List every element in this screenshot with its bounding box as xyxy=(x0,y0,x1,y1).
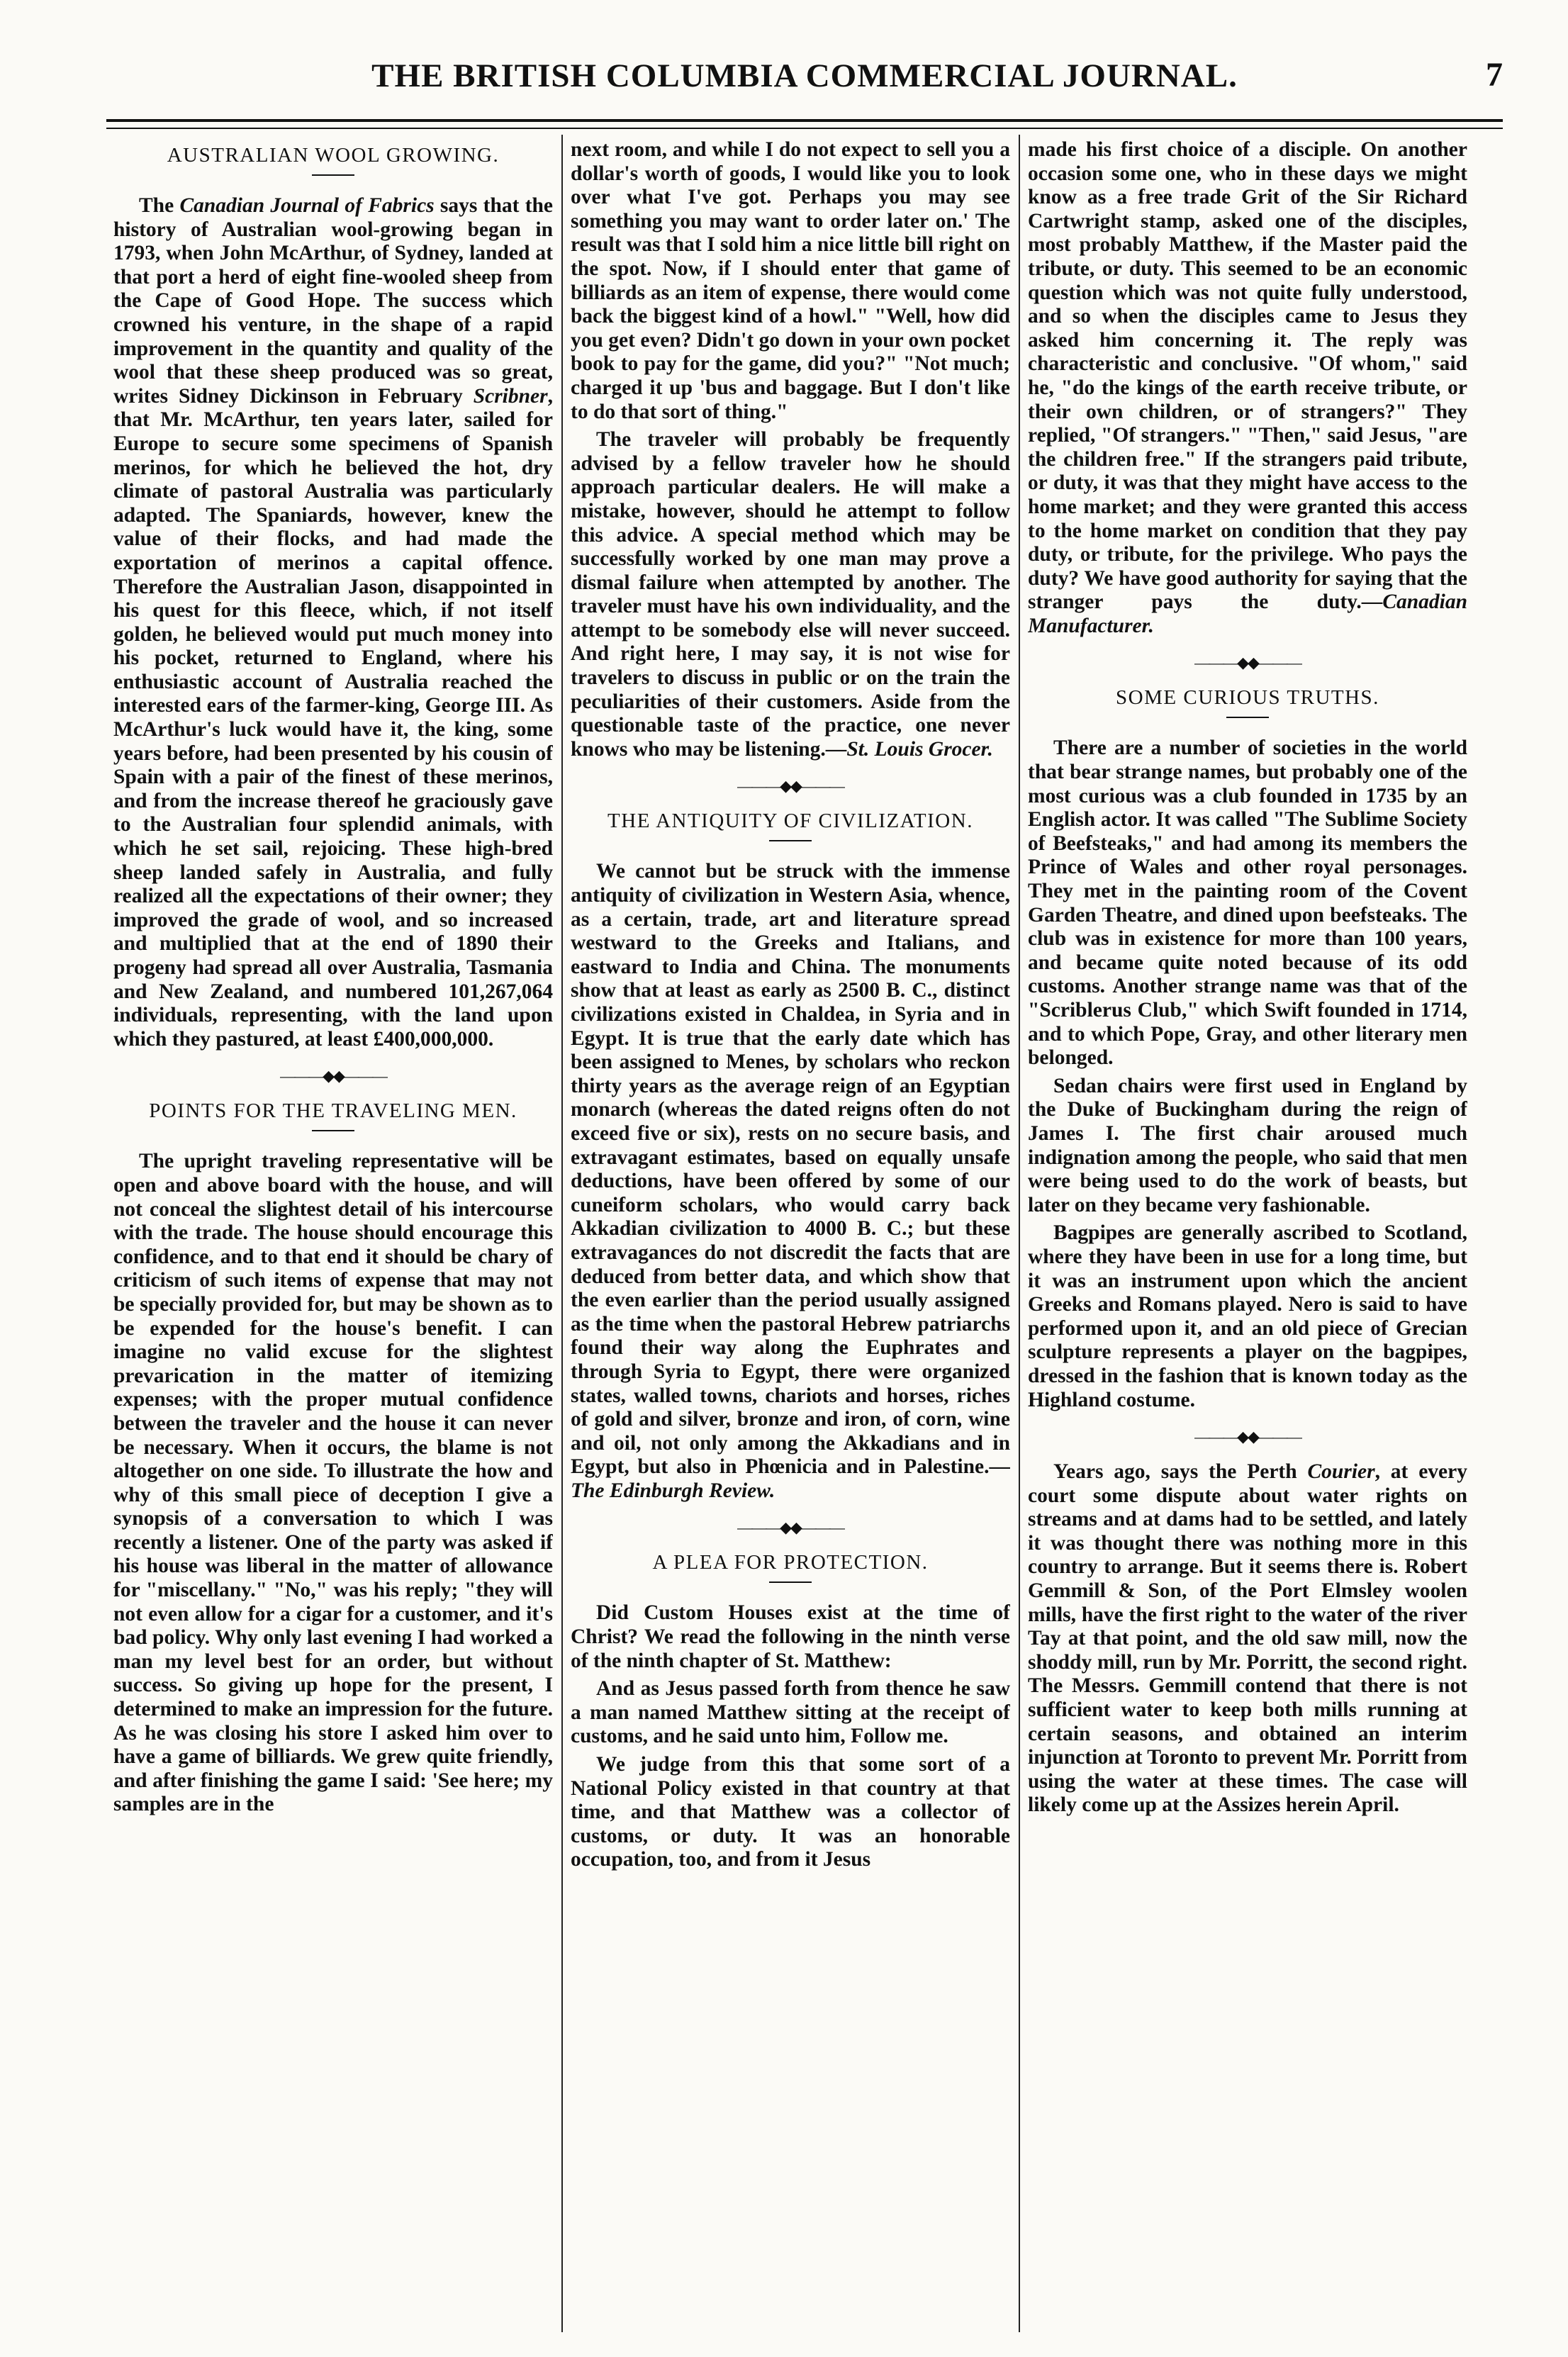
section-separator: ———◆◆——— xyxy=(1194,654,1301,672)
article-heading: AUSTRALIAN WOOL GROWING. xyxy=(167,144,500,167)
article-paragraph xyxy=(571,428,1010,761)
heading-dash xyxy=(312,174,354,176)
text-run: The traveler will probably be frequently advised by a fellow traveler how he should approach particular dealers. He will make a mistake, however, should he attempt to follow this advice. A special method which may be successfully worked by one man may prove a dismal failure when attempted by another. The traveler must have his own individuality, and the attempt to be somebody else will never succeed. And right here, I may say, it is not wise for travelers to discuss in public or on the train the peculiarities of their customers. Aside from the questionable taste of the practice, one never knows who may be listening.— xyxy=(571,428,1010,761)
source-citation: The Edinburgh Review. xyxy=(571,1479,775,1502)
text-run: , at every court some dispute about water rights on streams and at dams had to be settled, and lately it was thought there was nothing more in this country to arrange. But it seems there is. Robert Gemmill & Son, of the Port Elmsley woolen mills, have the first right to the water of the river Tay at that point, and the old saw mill, now the shoddy mill, run by Mr. Porritt, the second right. The Messrs. Gemmill contend that there is not sufficient water to keep both mills running at certain seasons, and obtained an interim injunction at Toronto to prevent Mr. Porritt from using the water at these times. The case will likely come up at the Assizes herein April. xyxy=(1028,1460,1467,1817)
article-paragraph xyxy=(1028,1460,1467,1818)
article-paragraph: Sedan chairs were first used in England by the Duke of Buckingham during the reign of James I. The first chair aroused much indignation among the people, who said that men were being used to do the work of beasts, but later on they became very fashionable. xyxy=(1028,1074,1467,1216)
column-divider xyxy=(561,135,563,2332)
header-rule-thick xyxy=(106,119,1503,122)
text-run: says that the history of Australian wool-growing began in 1793, when John McArthur, of Sydney, landed at that port a herd of eight fine-wooled sheep from the Cape of Good Hope. The success which crowned his venture, in the shape of a rapid improvement in the quantity and quality of the wool that these sheep produced was so great, writes Sidney Dickinson in February xyxy=(113,194,553,408)
section-separator: ———◆◆——— xyxy=(737,1518,844,1537)
source-citation: Canadian Manufacturer. xyxy=(1028,590,1467,637)
publication-name: Canadian Journal of Fabrics xyxy=(179,194,435,217)
article-paragraph: Did Custom Houses exist at the time of Christ? We read the following in the ninth verse of the ninth chapter of St. Matthew: xyxy=(571,1601,1010,1672)
article-heading: THE ANTIQUITY OF CIVILIZATION. xyxy=(607,810,973,833)
column-2 xyxy=(571,138,1010,2322)
article-paragraph: Bagpipes are generally ascribed to Scotland, where they have been in use for a long time, but it was an instrument upon which the ancient Greeks and Romans played. Nero is said to have performed upon it, and an old piece of Grecian sculpture represents a player on the bagpipes, dressed in the fashion that is known today as the Highland costume. xyxy=(1028,1221,1467,1411)
text-run: The xyxy=(139,194,174,217)
column-divider xyxy=(1019,135,1020,2332)
source-citation: St. Louis Grocer. xyxy=(846,737,993,761)
article-paragraph: And as Jesus passed forth from thence he saw a man named Matthew sitting at the receipt of customs, and he said unto him, Follow me. xyxy=(571,1677,1010,1748)
article-paragraph xyxy=(571,860,1010,1503)
text-run: We cannot but be struck with the immense antiquity of civilization in Western Asia, whence, as a certain, trade, art and literature spread westward to the Greeks and Italians, and eastward to India and China. The monuments show that at least as early as 2500 B. C., distinct civilizations existed in Chaldea, in Syria and in Egypt. It is true that the early date which has been assigned to Menes, by scholars who reckon thirty years as the average reign of an Egyptian monarch (whereas the dated reigns often do not exceed five or six), rests on no secure basis, and extravagant estimates, based on equally unsafe deductions, have been offered by some of our cuneiform scholars, who would carry back Akkadian civilization to 4000 B. C.; but these extravagances do not discredit the facts that are deduced from better data, and which show that the even earlier than the period usually assigned as the time when the pastoral Hebrew patriarchs found their way along the Euphrates and through Syria to Egypt, there were organized states, walled towns, chariots and horses, riches of gold and silver, bronze and iron, of corn, wine and oil, not only among the Akkadians and in Egypt, but also in Phœnicia and in Palestine.— xyxy=(571,860,1010,1479)
heading-dash xyxy=(769,840,812,841)
publication-name: Scribner xyxy=(473,384,548,408)
section-separator: ———◆◆——— xyxy=(1194,1428,1301,1446)
article-paragraph: next room, and while I do not expect to sell you a dollar's worth of goods, I would like you to look over what I've got. Perhaps you may see something you may want to order later on.' The result was that I sold him a nice little bill right on the spot. Now, if I should enter that game of billiards as an item of expense, there would come back the biggest kind of a howl." "Well, how did you get even? Didn't go down in your own pocket book to pay for the game, did you?" "Not much; charged it up 'bus and baggage. But I don't like to do that sort of thing." xyxy=(571,138,1010,423)
article-paragraph xyxy=(1028,138,1467,638)
heading-dash xyxy=(312,1130,354,1131)
publication-name: Courier xyxy=(1307,1460,1375,1484)
text-run: made his first choice of a disciple. On another occasion some one, who in these days we might know as a free trade Grit of the Sir Richard Cartwright stamp, asked one of the disciples, most probably Matthew, if the Master paid the tribute, or duty. This seemed to be an economic question which was not quite fully understood, and so when the disciples came to Jesus they asked him concerning it. The reply was characteristic and conclusive. "Of whom," said he, "do the kings of the earth receive tribute, or their own children, or of strangers?" They replied, "Of strangers." "Then," said Jesus, "are the children free." If the strangers paid tribute, or duty, it was that they might have access to the home market; and they were granted this access to the home market on condition that they pay duty, or tribute, for the privilege. Who pays the duty? We have good authority for saying that the stranger pays the duty.— xyxy=(1028,138,1467,614)
section-separator: ———◆◆——— xyxy=(737,777,844,795)
article-heading: SOME CURIOUS TRUTHS. xyxy=(1116,686,1379,710)
article-heading: POINTS FOR THE TRAVELING MEN. xyxy=(149,1099,517,1123)
heading-dash xyxy=(769,1581,812,1583)
newspaper-title: THE BRITISH COLUMBIA COMMERCIAL JOURNAL. xyxy=(371,57,1238,94)
column-3 xyxy=(1028,138,1467,2322)
article-paragraph xyxy=(113,194,553,1051)
text-run: , that Mr. McArthur, ten years later, sailed for Europe to secure some specimens of Spanish merinos, for which he believed the hot, dry climate of pastoral Australia was particularly adapted. The Spaniards, however, knew the value of their flocks, and had made the exportation of merinos a capital offence. Therefore the Australian Jason, disappointed in his quest for this fleece, which, if not itself golden, he believed would put much money into his pocket, returned to England, where his enthusiastic account of Australia reached the interested ears of the farmer-king, George III. As McArthur's luck would have it, the king, some years before, had been presented by his cousin of Spain with a pair of the finest of these merinos, and from the increase thereof he graciously gave to the Australian four splendid animals, with which he set sail, rejoicing. These high-bred sheep landed safely in Australia, and fully realized all the expectations of their owner; they improved the grade of wool, and so increased and multiplied that at the end of 1890 their progeny had spread all over Australia, Tasmania and New Zealand, and numbered 101,267,064 individuals, representing, with the land upon which they pastured, at least £400,000,000. xyxy=(113,384,553,1051)
text-run: Years ago, says the Perth xyxy=(1053,1460,1297,1484)
article-heading: A PLEA FOR PROTECTION. xyxy=(652,1551,929,1574)
header-rule-thin xyxy=(106,128,1503,129)
section-separator: ———◆◆——— xyxy=(280,1067,386,1085)
article-paragraph: There are a number of societies in the world that bear strange names, but probably one of the most curious was a club founded in 1735 by an English actor. It was called "The Sublime Society of Beefsteaks," and had among its members the Prince of Wales and other royal personages. They met in the painting room of the Covent Garden Theatre, and dined upon beefsteaks. The club was in existence for more than 100 years, and became quite noted because of its odd customs. Another strange name was that of the "Scriblerus Club," which Swift founded in 1714, and to which Pope, Gray, and other literary men belonged. xyxy=(1028,737,1467,1070)
heading-dash xyxy=(1226,717,1269,718)
column-1 xyxy=(113,138,553,2322)
article-paragraph: The upright traveling representative will be open and above board with the house, and will not conceal the slightest detail of his intercourse with the trade. The house should encourage this confidence, and to that end it should be chary of criticism of such items of expense that may not be specially provided for, but may be shown as to be expended for the house's benefit. I can imagine no valid excuse for the slightest prevarication in the matter of itemizing expenses; with the proper mutual confidence between the traveler and the house it can never be necessary. When it occurs, the blame is not altogether on one side. To illustrate the how and why of this small piece of deception I give a synopsis of a conversation to which I was recently a listener. One of the party was asked if his house was liberal in the matter of allowance for "miscellany." "No," was his reply; "they will not even allow for a cigar for a customer, and it's bad policy. Why only last evening I had worked a man my level best for an order, but without success. So giving up hope for the present, I determined to make an impression for the future. As he was closing his store I asked him over to have a game of billiards. We grew quite friendly, and after finishing the game I said: 'See here; my samples are in the xyxy=(113,1150,553,1816)
article-paragraph: We judge from this that some sort of a National Policy existed in that country at that time, and that Matthew was a collector of customs, or duty. It was an honorable occupation, too, and from it Jesus xyxy=(571,1753,1010,1871)
page-number: 7 xyxy=(1486,56,1503,94)
masthead xyxy=(106,43,1503,110)
